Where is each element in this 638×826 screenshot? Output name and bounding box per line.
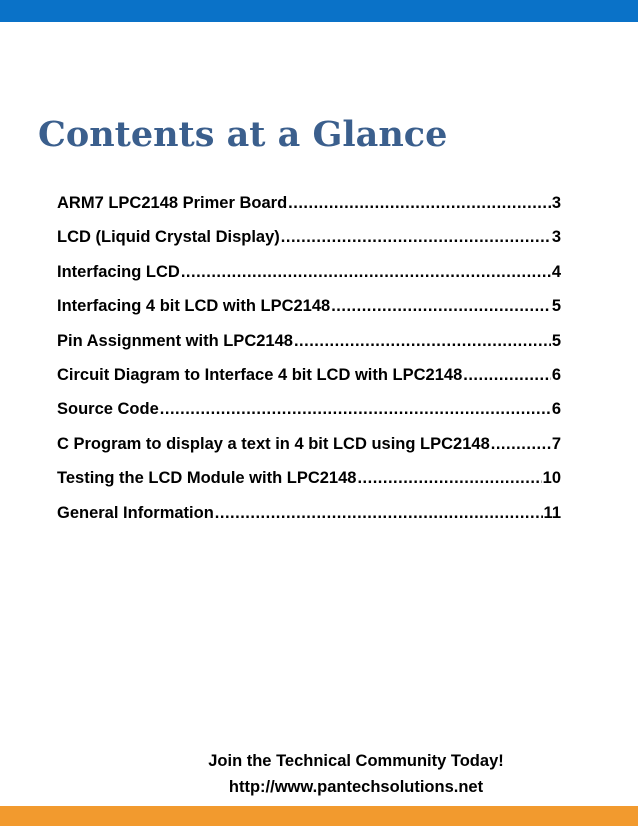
toc-entry-page: 5 xyxy=(551,331,561,350)
footer-website-link[interactable]: http://www.pantechsolutions.net xyxy=(228,778,484,796)
toc-dot-leader xyxy=(357,469,541,488)
toc-entry-label: Pin Assignment with LPC2148 xyxy=(57,331,293,350)
toc-dot-leader xyxy=(288,194,551,213)
toc-entry[interactable] xyxy=(57,228,561,262)
toc-entry[interactable] xyxy=(57,469,561,503)
toc-entry-label: Interfacing LCD xyxy=(57,262,180,281)
toc-entry-label: ARM7 LPC2148 Primer Board xyxy=(57,194,288,212)
toc-dot-leader xyxy=(160,400,551,419)
page-title: Contents at a Glance xyxy=(38,114,448,155)
toc-entry[interactable] xyxy=(57,504,561,538)
toc-entry-label: Testing the LCD Module with LPC2148 xyxy=(57,469,357,488)
toc-dot-leader xyxy=(463,366,551,385)
toc-entry[interactable] xyxy=(57,400,561,434)
toc-entry-page: 11 xyxy=(543,503,561,522)
toc-entry-label: Source Code xyxy=(57,400,159,419)
toc-entry[interactable] xyxy=(57,297,561,331)
toc-dot-leader xyxy=(491,435,551,454)
toc-entry-label: General Information xyxy=(57,503,214,522)
top-accent-bar xyxy=(0,0,638,22)
toc-entry-page: 10 xyxy=(542,469,561,488)
toc-entry[interactable] xyxy=(57,366,561,400)
toc-entry-page: 4 xyxy=(551,262,561,281)
toc-entry[interactable] xyxy=(57,332,561,366)
toc-entry-label: LCD (Liquid Crystal Display) xyxy=(57,228,280,247)
toc-entry[interactable] xyxy=(57,194,561,228)
toc-entry-page: 3 xyxy=(551,228,561,247)
toc-dot-leader xyxy=(331,297,551,316)
toc-dot-leader xyxy=(281,228,551,247)
footer-tagline: Join the Technical Community Today! xyxy=(208,752,504,770)
toc-dot-leader xyxy=(294,332,551,351)
toc-dot-leader xyxy=(215,504,543,523)
toc-entry-page: 7 xyxy=(551,434,561,453)
toc-entry-page: 5 xyxy=(551,297,561,316)
toc-entry[interactable] xyxy=(57,263,561,297)
table-of-contents xyxy=(57,194,561,538)
bottom-accent-bar xyxy=(0,806,638,826)
toc-entry[interactable] xyxy=(57,435,561,469)
toc-entry-label: Interfacing 4 bit LCD with LPC2148 xyxy=(57,297,331,316)
toc-entry-page: 3 xyxy=(551,194,561,212)
toc-dot-leader xyxy=(181,263,551,282)
toc-entry-label: C Program to display a text in 4 bit LCD using LPC2148 xyxy=(57,434,490,453)
toc-entry-page: 6 xyxy=(551,400,561,419)
toc-entry-page: 6 xyxy=(551,365,561,384)
toc-entry-label: Circuit Diagram to Interface 4 bit LCD with LPC2148 xyxy=(57,365,463,384)
